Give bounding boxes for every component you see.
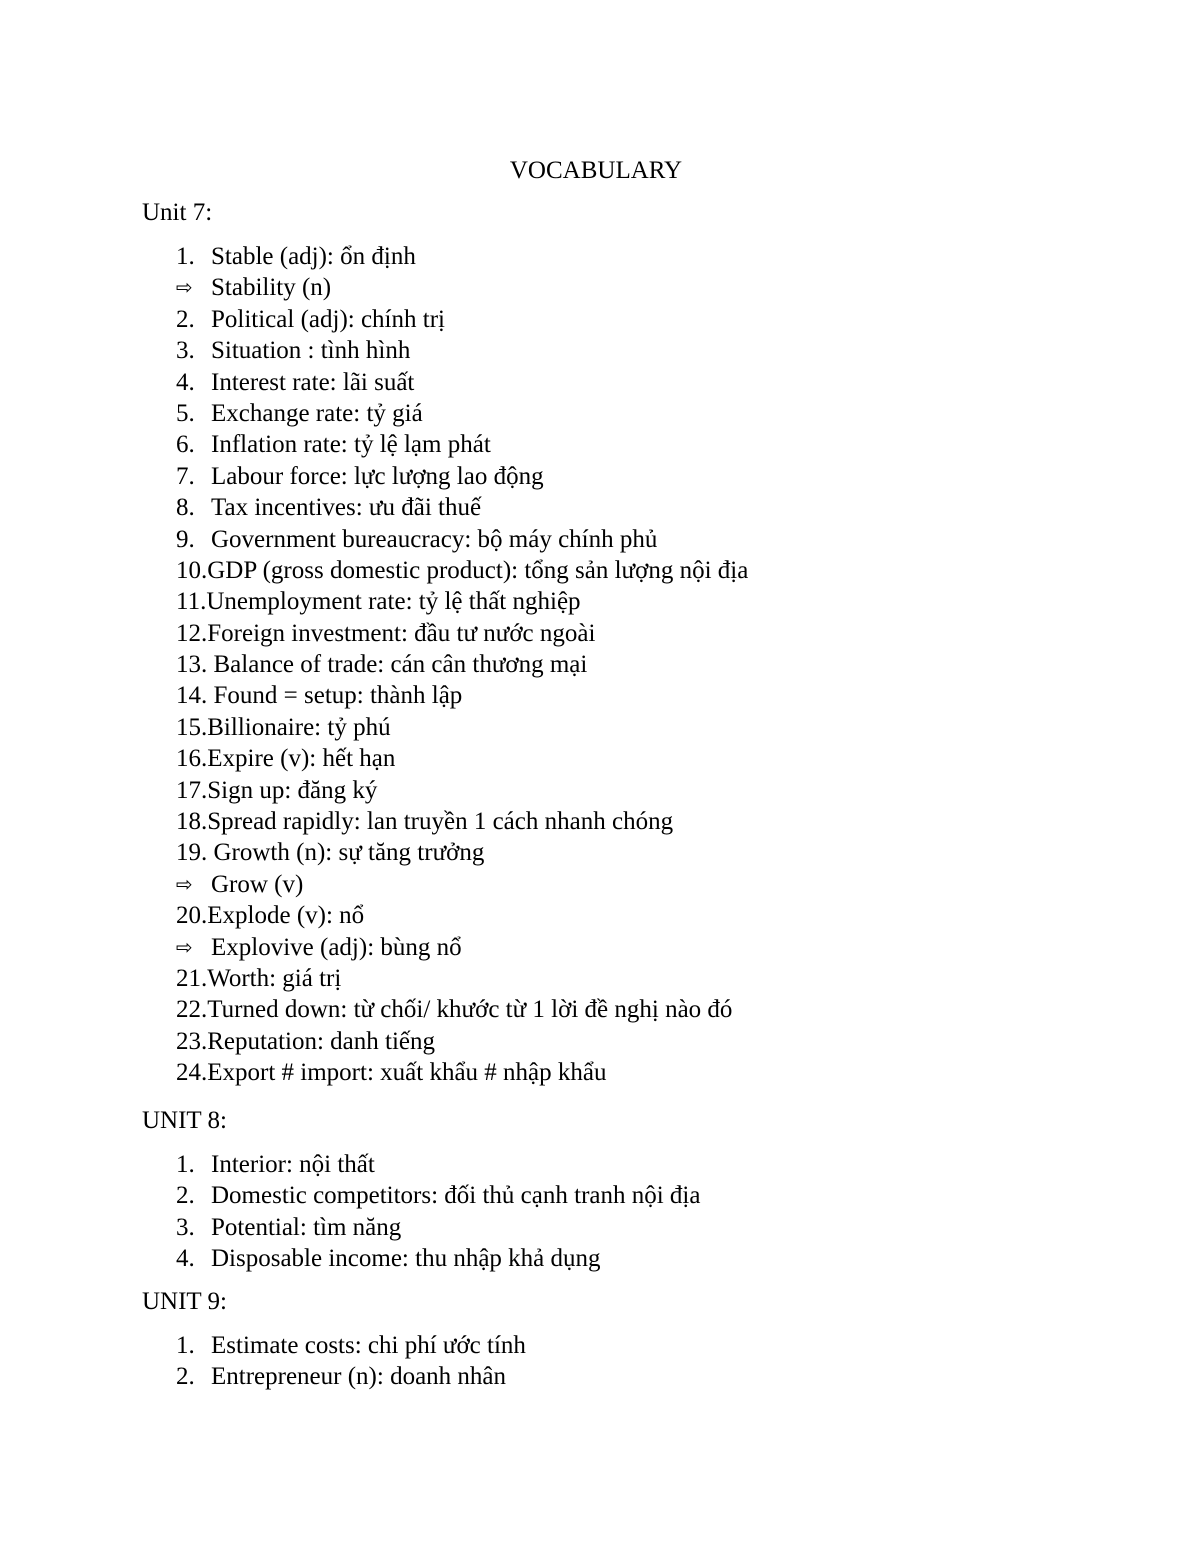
list-item: 1. Interior: nội thất — [176, 1151, 375, 1178]
list-item: 14. Found = setup: thành lập — [176, 682, 463, 710]
list-item: ⇨ Grow (v) — [176, 869, 748, 900]
list-item: 3. Potential: tìm năng — [176, 1213, 402, 1241]
list-item: 6. Inflation rate: tỷ lệ lạm phát — [176, 431, 491, 459]
list-item: 5. Exchange rate: tỷ giá — [176, 399, 423, 427]
list-item: 2. Political (adj): chính trị — [176, 305, 445, 333]
list-item: 4. Interest rate: lãi suất — [176, 368, 415, 396]
list-item: 1. Stable (adj): ổn định — [176, 243, 416, 270]
unit-8-list — [176, 1149, 700, 1275]
list-item: 2. Domestic competitors: đối thủ cạnh tranh nội địa — [176, 1182, 701, 1210]
list-item: 20. Explode (v): nổ — [176, 902, 365, 930]
list-item: 2. Entrepreneur (n): doanh nhân — [176, 1363, 507, 1391]
document-title: VOCABULARY — [509, 157, 683, 184]
list-item: 10. GDP (gross domestic product): tổng sản lượng nội địa — [176, 556, 749, 584]
list-item: 17. Sign up: đăng ký — [176, 776, 378, 804]
list-item: 24. Export # import: xuất khẩu # nhập khẩu — [176, 1059, 607, 1087]
list-item: 15. Billionaire: tỷ phú — [176, 713, 391, 741]
list-item: 21. Worth: giá trị — [176, 964, 342, 992]
list-item: ⇨ Stability (n) — [176, 272, 748, 303]
arrow-icon: ⇨ — [176, 275, 193, 300]
list-item: ⇨ Explovive (adj): bùng nổ — [176, 932, 748, 963]
unit-8-heading: UNIT 8: — [142, 1107, 227, 1134]
list-item: 7. Labour force: lực lượng lao động — [176, 462, 544, 490]
list-item: 4. Disposable income: thu nhập khả dụng — [176, 1245, 601, 1273]
list-item: 12. Foreign investment: đầu tư nước ngoài — [176, 619, 596, 647]
arrow-icon: ⇨ — [176, 934, 193, 959]
list-item: 11. Unemployment rate: tỷ lệ thất nghiệp — [176, 588, 581, 616]
list-item: 23. Reputation: danh tiếng — [176, 1027, 435, 1055]
unit-9-heading: UNIT 9: — [142, 1288, 227, 1315]
arrow-icon: ⇨ — [176, 871, 193, 896]
list-item: 16. Expire (v): hết hạn — [176, 745, 396, 773]
list-item: 1. Estimate costs: chi phí ước tính — [176, 1332, 526, 1359]
unit-7-list — [176, 241, 748, 1089]
list-item: 18. Spread rapidly: lan truyền 1 cách nhanh chóng — [176, 808, 674, 836]
list-item: 3. Situation : tình hình — [176, 337, 411, 365]
list-item: 8. Tax incentives: ưu đãi thuế — [176, 494, 482, 522]
list-item: 13. Balance of trade: cán cân thương mại — [176, 651, 588, 679]
list-item: 9. Government bureaucracy: bộ máy chính phủ — [176, 525, 658, 553]
unit-7-heading: Unit 7: — [142, 199, 213, 226]
unit-9-list — [176, 1330, 526, 1393]
list-item: 19. Growth (n): sự tăng trưởng — [176, 839, 485, 867]
list-item: 22. Turned down: từ chối/ khước từ 1 lời đề nghị nào đó — [176, 996, 733, 1024]
